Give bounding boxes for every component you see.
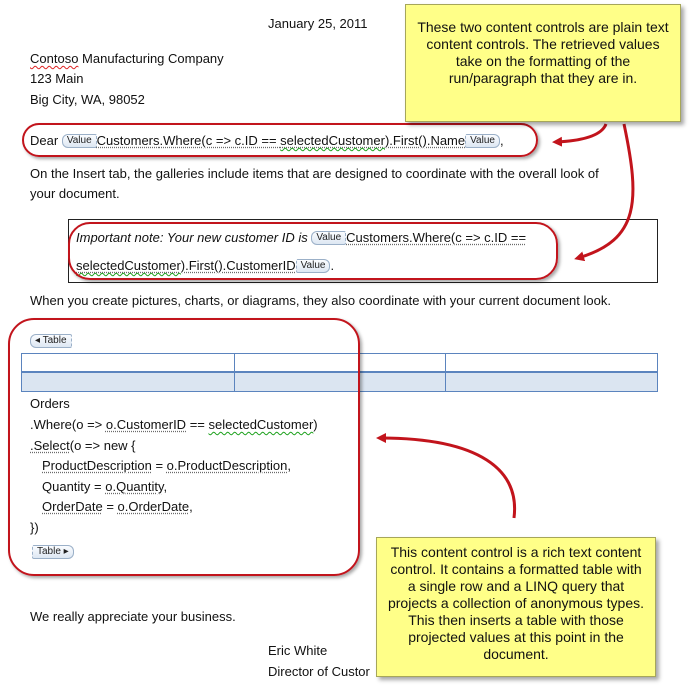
arrow-to-note (578, 124, 633, 258)
note-expression-start[interactable]: Customers.Where(c => c.ID == (346, 230, 527, 245)
closing-line: We really appreciate your business. (30, 609, 236, 624)
note-line1: Important note: Your new customer ID is Value Customers.Where(c => c.ID == (76, 230, 527, 245)
note-line2: selectedCustomer).First().CustomerID Value . (76, 258, 335, 273)
callout-plain-text: These two content controls are plain text content controls. The retrieved values take on the formatting of the run/paragraph that they are in. (405, 4, 681, 122)
query-product-description: ProductDescription = o.ProductDescription, (42, 458, 291, 473)
insert-paragraph-line2: your document. (30, 186, 120, 201)
note-value-tag-open[interactable]: Value (311, 231, 346, 245)
customer-name-expression[interactable]: Customers.Where(c => c.ID == selectedCustomer).First().Name (96, 133, 466, 148)
table-tag-open[interactable]: ◂ Table (30, 334, 72, 348)
note-value-tag-close[interactable]: Value (296, 259, 331, 273)
query-quantity: Quantity = o.Quantity, (42, 479, 168, 494)
value-tag-open[interactable]: Value (62, 134, 97, 148)
arrow-to-rich-text (380, 438, 515, 518)
address-city: Big City, WA, 98052 (30, 92, 145, 107)
table-tag-close[interactable]: Table ▸ (32, 545, 74, 559)
note-expression-end[interactable]: selectedCustomer).First().CustomerID (76, 258, 296, 273)
query-where: .Where(o => o.CustomerID == selectedCustomer) (30, 417, 318, 432)
value-tag-close[interactable]: Value (465, 134, 500, 148)
address-company: Contoso Manufacturing Company (30, 51, 224, 66)
query-close: }) (30, 520, 39, 535)
callout-rich-text: This content control is a rich text content control. It contains a formatted table with a single row and a LINQ query that projects a collection of anonymous types. This then inserts a table with those projected values at this point in the document. (376, 537, 656, 677)
greeting-line: Dear Value Customers.Where(c => c.ID == selectedCustomer).First().Name Value , (30, 133, 504, 148)
letter-date: January 25, 2011 (268, 16, 368, 31)
address-street: 123 Main (30, 71, 84, 86)
query-order-date: OrderDate = o.OrderDate, (42, 499, 193, 514)
arrow-to-value (556, 124, 606, 142)
pictures-paragraph: When you create pictures, charts, or diagrams, they also coordinate with your current document look. (30, 293, 611, 308)
signer-name: Eric White (268, 643, 328, 658)
query-orders: Orders (30, 396, 70, 411)
query-select: .Select(o => new { (30, 438, 136, 453)
signer-title: Director of Custor (268, 664, 370, 679)
insert-paragraph-line1: On the Insert tab, the galleries include items that are designed to coordinate with the overall look of (30, 166, 599, 181)
